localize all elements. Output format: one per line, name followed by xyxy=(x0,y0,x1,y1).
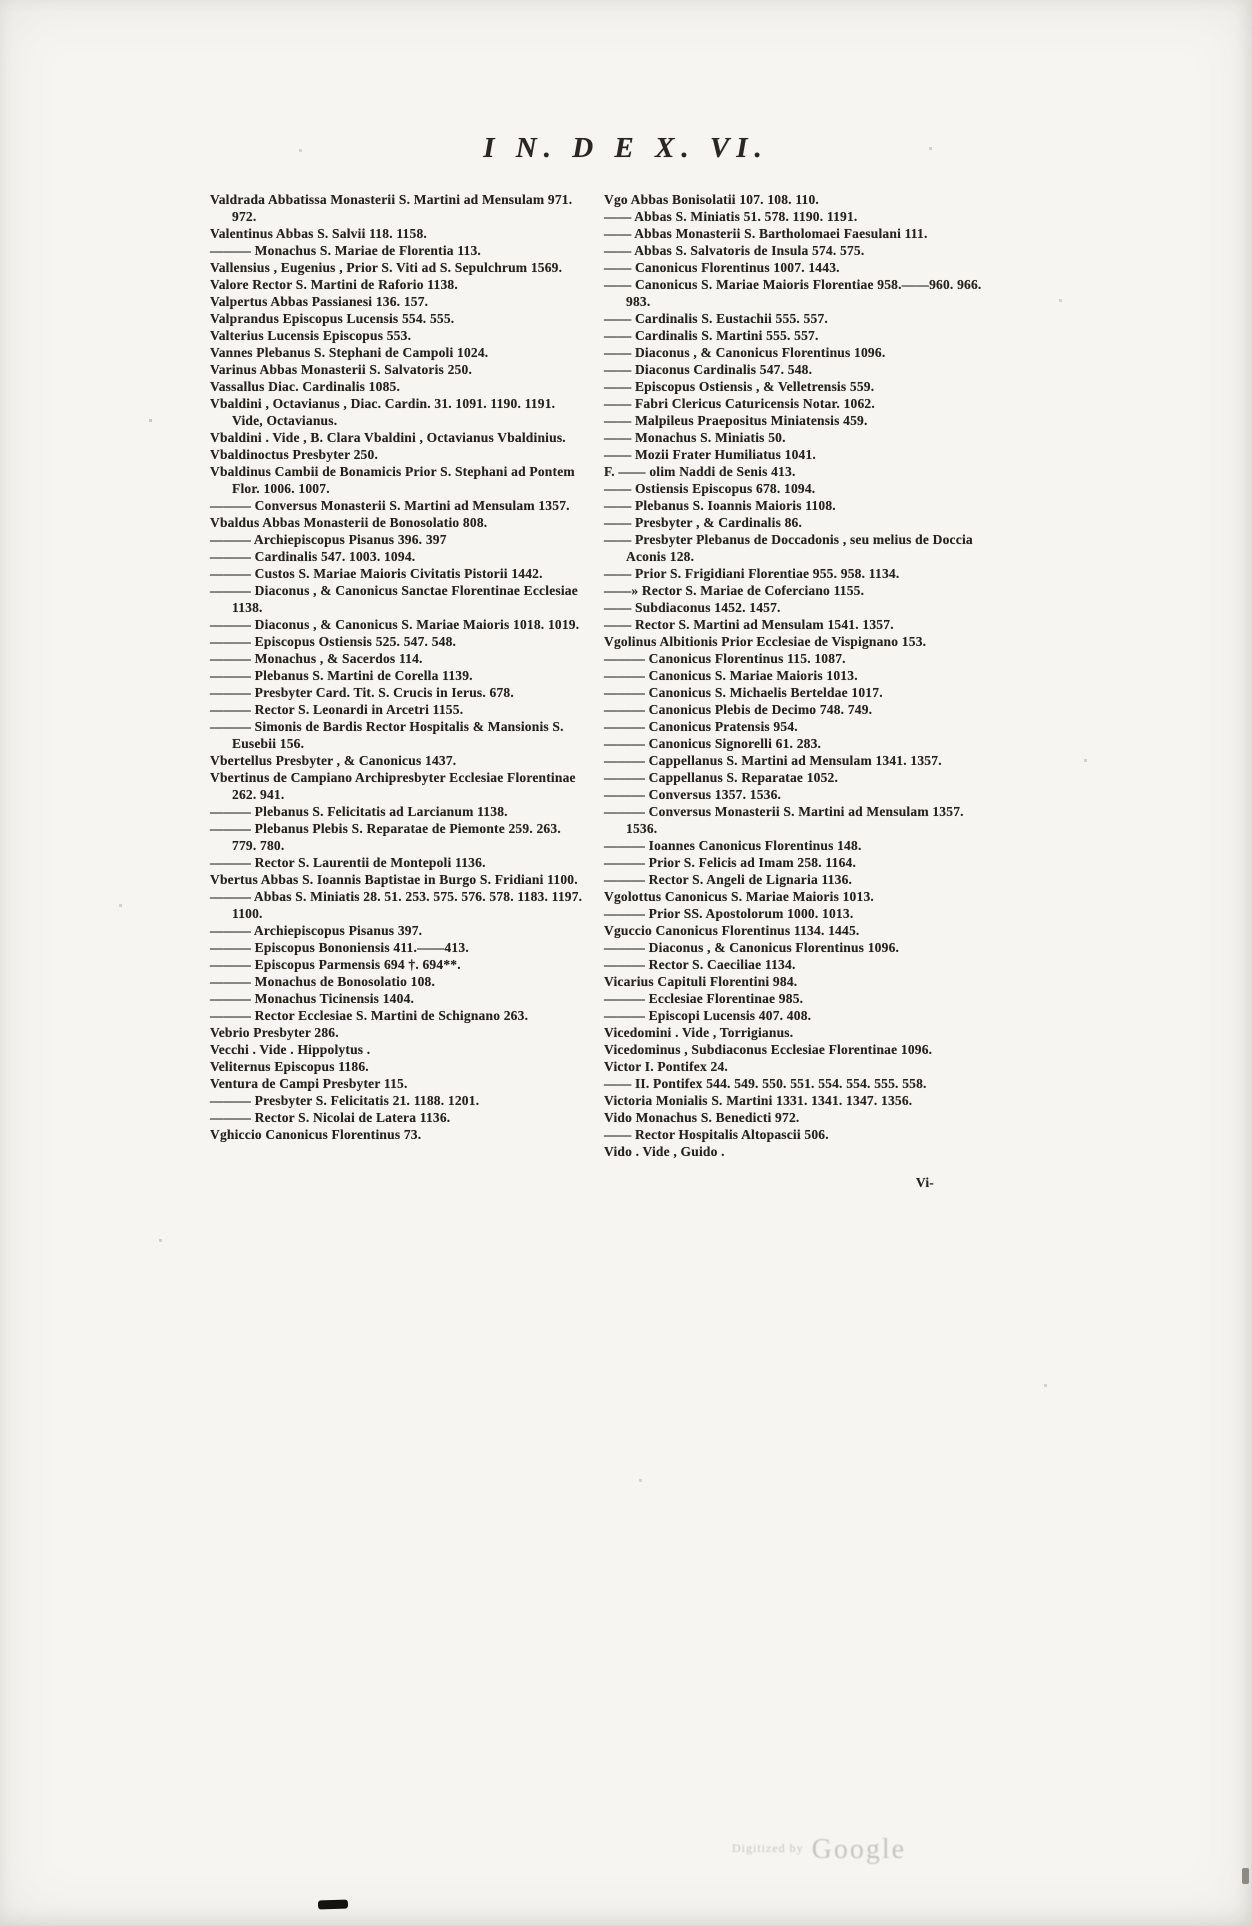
index-entry: Vicedomini . Vide , Torrigianus. xyxy=(604,1025,794,1040)
index-entry: ——— Episcopi Lucensis 407. 408. xyxy=(604,1008,812,1023)
index-entry: ——— Diaconus , & Canonicus Sanctae Florentinae Ecclesiae 1138. xyxy=(210,583,578,615)
index-entry: Vbertinus de Campiano Archipresbyter Ecclesiae Florentinae 262. 941. xyxy=(210,770,576,802)
index-entry: ——— Monachus Ticinensis 1404. xyxy=(210,991,415,1006)
index-entry: ——— Abbas S. Miniatis 28. 51. 253. 575. 576. 578. 1183. 1197. 1100. xyxy=(210,889,583,921)
index-entry: ——— Rector S. Laurentii de Montepoli 1136. xyxy=(210,855,486,870)
index-entry: Veliternus Episcopus 1186. xyxy=(210,1059,369,1074)
index-entry: Vbaldinoctus Presbyter 250. xyxy=(210,447,379,462)
index-entry: —— Abbas Monasterii S. Bartholomaei Faesulani 111. xyxy=(604,226,928,241)
index-entry: —— Subdiaconus 1452. 1457. xyxy=(604,600,781,615)
index-entry: ——— Rector S. Leonardi in Arcetri 1155. xyxy=(210,702,464,717)
index-entry: ——— Ioannes Canonicus Florentinus 148. xyxy=(604,838,862,853)
index-entry: ——— Conversus Monasterii S. Martini ad Mensulam 1357. xyxy=(210,498,570,513)
index-entry: Vbaldinus Cambii de Bonamicis Prior S. Stephani ad Pontem Flor. 1006. 1007. xyxy=(210,464,575,496)
index-entry: ——— Episcopus Parmensis 694 †. 694**. xyxy=(210,957,461,972)
index-entry: ——— Monachus S. Mariae de Florentia 113. xyxy=(210,243,481,258)
index-entry: ——— Episcopus Ostiensis 525. 547. 548. xyxy=(210,634,457,649)
index-entry: —— II. Pontifex 544. 549. 550. 551. 554. 554. 555. 558. xyxy=(604,1076,927,1091)
index-entry: ——— Cardinalis 547. 1003. 1094. xyxy=(210,549,416,564)
index-entry: Varinus Abbas Monasterii S. Salvatoris 250. xyxy=(210,362,473,377)
index-entry: F. —— olim Naddi de Senis 413. xyxy=(604,464,796,479)
index-right-entries xyxy=(604,191,996,1160)
index-entry: ——— Conversus 1357. 1536. xyxy=(604,787,782,802)
index-entry: —— Cardinalis S. Eustachii 555. 557. xyxy=(604,311,828,326)
index-entry: Valterius Lucensis Episcopus 553. xyxy=(210,328,412,343)
index-entry: ——— Canonicus S. Michaelis Berteldae 1017. xyxy=(604,685,883,700)
index-entry: —— Ostiensis Episcopus 678. 1094. xyxy=(604,481,816,496)
index-entry: Vghiccio Canonicus Florentinus 73. xyxy=(210,1127,422,1142)
index-entry: —— Cardinalis S. Martini 555. 557. xyxy=(604,328,819,343)
index-entry: ——— Prior SS. Apostolorum 1000. 1013. xyxy=(604,906,854,921)
index-entry: ——— Canonicus Pratensis 954. xyxy=(604,719,798,734)
index-entry: Vebrio Presbyter 286. xyxy=(210,1025,339,1040)
index-entry: Vbertellus Presbyter , & Canonicus 1437. xyxy=(210,753,457,768)
index-entry: Vido . Vide , Guido . xyxy=(604,1144,725,1159)
index-entry: —— Mozii Frater Humiliatus 1041. xyxy=(604,447,816,462)
index-entry: ——— Custos S. Mariae Maioris Civitatis Pistorii 1442. xyxy=(210,566,543,581)
index-entry: Vgolinus Albitionis Prior Ecclesiae de Vispignano 153. xyxy=(604,634,927,649)
digitized-by-google-watermark xyxy=(732,1834,906,1866)
index-entry: Vbaldini , Octavianus , Diac. Cardin. 31. 1091. 1190. 1191. Vide, Octavianus. xyxy=(210,396,556,428)
index-entry: Vassallus Diac. Cardinalis 1085. xyxy=(210,379,401,394)
scan-speckles xyxy=(0,0,1,1)
google-logo-text: Google xyxy=(811,1834,907,1865)
index-entry: —— Presbyter Plebanus de Doccadonis , seu melius de Doccia Aconis 128. xyxy=(604,532,973,564)
index-entry: ——— Cappellanus S. Reparatae 1052. xyxy=(604,770,839,785)
index-entry: —— Prior S. Frigidiani Florentiae 955. 958. 1134. xyxy=(604,566,900,581)
index-entry: Vbaldini . Vide , B. Clara Vbaldini , Octavianus Vbaldinius. xyxy=(210,430,566,445)
index-entry: Valpertus Abbas Passianesi 136. 157. xyxy=(210,294,429,309)
index-entry: —— Plebanus S. Ioannis Maioris 1108. xyxy=(604,498,836,513)
index-entry: —— Diaconus Cardinalis 547. 548. xyxy=(604,362,813,377)
index-left-column xyxy=(210,191,588,1191)
index-entry: ——— Cappellanus S. Martini ad Mensulam 1341. 1357. xyxy=(604,753,942,768)
index-entry: ——— Prior S. Felicis ad Imam 258. 1164. xyxy=(604,855,857,870)
index-entry: ——— Simonis de Bardis Rector Hospitalis & Mansionis S. Eusebii 156. xyxy=(210,719,564,751)
index-entry: ——— Plebanus S. Felicitatis ad Larcianum 1138. xyxy=(210,804,508,819)
index-entry: ——— Rector S. Caeciliae 1134. xyxy=(604,957,796,972)
index-entry: —— Malpileus Praepositus Miniatensis 459. xyxy=(604,413,868,428)
page-title: I N. D E X. VI. xyxy=(483,132,769,164)
index-entry: ——— Diaconus , & Canonicus S. Mariae Maioris 1018. 1019. xyxy=(210,617,580,632)
index-entry: ——— Monachus , & Sacerdos 114. xyxy=(210,651,423,666)
index-entry: ——— Episcopus Bononiensis 411.——413. xyxy=(210,940,469,955)
index-entry: Valore Rector S. Martini de Raforio 1138. xyxy=(210,277,458,292)
index-entry: ——— Archiepiscopus Pisanus 397. xyxy=(210,923,423,938)
index-entry: ——— Rector S. Angeli de Lignaria 1136. xyxy=(604,872,853,887)
index-entry: Vbaldus Abbas Monasterii de Bonosolatio 808. xyxy=(210,515,488,530)
index-entry: Vgolottus Canonicus S. Mariae Maioris 1013. xyxy=(604,889,874,904)
index-entry: ——— Presbyter S. Felicitatis 21. 1188. 1201. xyxy=(210,1093,480,1108)
index-entry: Vallensius , Eugenius , Prior S. Viti ad S. Sepulchrum 1569. xyxy=(210,260,563,275)
index-entry: ——— Diaconus , & Canonicus Florentinus 1096. xyxy=(604,940,900,955)
index-entry: ——— Conversus Monasterii S. Martini ad Mensulam 1357. 1536. xyxy=(604,804,964,836)
index-entry: —— Rector Hospitalis Altopascii 506. xyxy=(604,1127,829,1142)
index-entry: Valentinus Abbas S. Salvii 118. 1158. xyxy=(210,226,427,241)
index-columns xyxy=(210,191,1000,1191)
index-entry: —— Episcopus Ostiensis , & Velletrensis 559. xyxy=(604,379,875,394)
catchword: Vi- xyxy=(915,1175,934,1190)
index-entry: ——— Canonicus Signorelli 61. 283. xyxy=(604,736,822,751)
index-entry: Victor I. Pontifex 24. xyxy=(604,1059,729,1074)
index-entry: ——— Plebanus Plebis S. Reparatae de Piemonte 259. 263. 779. 780. xyxy=(210,821,561,853)
scan-smudge xyxy=(318,1899,348,1909)
index-entry: —— Fabri Clericus Caturicensis Notar. 1062. xyxy=(604,396,875,411)
index-entry: Vicarius Capituli Florentini 984. xyxy=(604,974,798,989)
index-entry: —— Abbas S. Salvatoris de Insula 574. 575. xyxy=(604,243,865,258)
index-entry: Vicedominus , Subdiaconus Ecclesiae Florentinae 1096. xyxy=(604,1042,933,1057)
scan-edge-mark xyxy=(1242,1868,1249,1884)
index-entry: Valdrada Abbatissa Monasterii S. Martini ad Mensulam 971. 972. xyxy=(210,192,573,224)
index-entry: ——— Rector Ecclesiae S. Martini de Schignano 263. xyxy=(210,1008,529,1023)
index-entry: Vgo Abbas Bonisolatii 107. 108. 110. xyxy=(604,192,819,207)
index-entry: ——— Canonicus Florentinus 115. 1087. xyxy=(604,651,846,666)
index-right-column xyxy=(604,191,996,1191)
index-entry: Vido Monachus S. Benedicti 972. xyxy=(604,1110,800,1125)
index-entry: ——— Presbyter Card. Tit. S. Crucis in Ierus. 678. xyxy=(210,685,514,700)
index-entry: Ventura de Campi Presbyter 115. xyxy=(210,1076,408,1091)
index-entry: ——— Ecclesiae Florentinae 985. xyxy=(604,991,804,1006)
index-entry: Vbertus Abbas S. Ioannis Baptistae in Burgo S. Fridiani 1100. xyxy=(210,872,578,887)
index-entry: —— Canonicus Florentinus 1007. 1443. xyxy=(604,260,840,275)
index-entry: —— Diaconus , & Canonicus Florentinus 1096. xyxy=(604,345,886,360)
index-entry: —— Rector S. Martini ad Mensulam 1541. 1357. xyxy=(604,617,894,632)
index-entry: ——— Canonicus Plebis de Decimo 748. 749. xyxy=(604,702,873,717)
index-entry: Valprandus Episcopus Lucensis 554. 555. xyxy=(210,311,455,326)
index-entry: Vecchi . Vide . Hippolytus . xyxy=(210,1042,371,1057)
index-entry: ——— Canonicus S. Mariae Maioris 1013. xyxy=(604,668,858,683)
index-entry: Vannes Plebanus S. Stephani de Campoli 1024. xyxy=(210,345,489,360)
watermark-prefix-label: Digitized by xyxy=(732,1841,804,1855)
index-entry: Victoria Monialis S. Martini 1331. 1341. 1347. 1356. xyxy=(604,1093,913,1108)
index-entry: ——» Rector S. Mariae de Coferciano 1155. xyxy=(604,583,865,598)
index-entry: Vguccio Canonicus Florentinus 1134. 1445. xyxy=(604,923,860,938)
index-entry: ——— Monachus de Bonosolatio 108. xyxy=(210,974,436,989)
index-entry: —— Monachus S. Miniatis 50. xyxy=(604,430,786,445)
index-entry: —— Presbyter , & Cardinalis 86. xyxy=(604,515,803,530)
index-entry: —— Abbas S. Miniatis 51. 578. 1190. 1191. xyxy=(604,209,858,224)
index-entry: ——— Archiepiscopus Pisanus 396. 397 xyxy=(210,532,447,547)
index-entry: ——— Plebanus S. Martini de Corella 1139. xyxy=(210,668,473,683)
index-entry: —— Canonicus S. Mariae Maioris Florentiae 958.——960. 966. 983. xyxy=(604,277,982,309)
index-entry: ——— Rector S. Nicolai de Latera 1136. xyxy=(210,1110,451,1125)
